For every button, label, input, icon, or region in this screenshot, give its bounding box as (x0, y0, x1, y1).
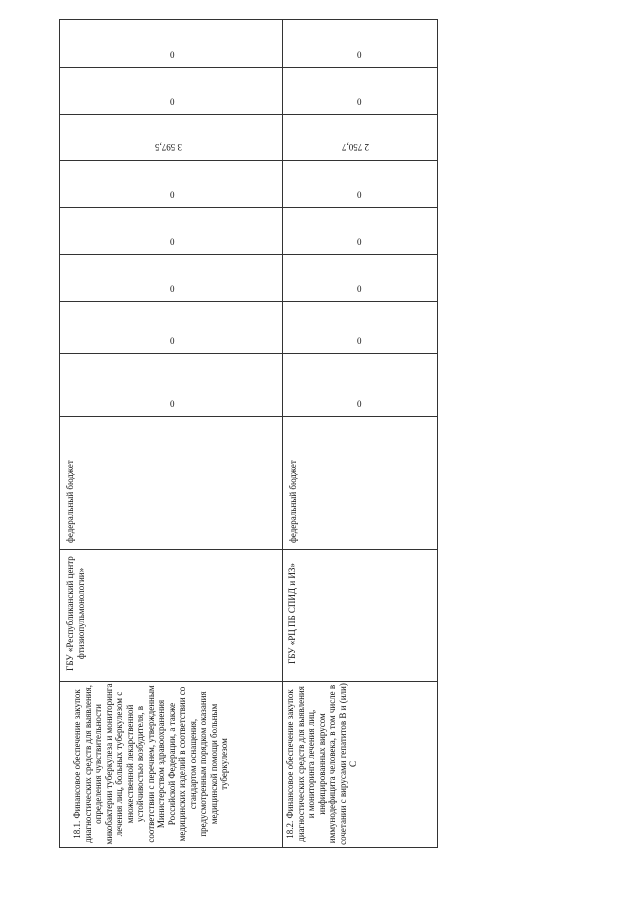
value-cell: 0 (170, 399, 175, 409)
value-cell: 3 597,5 (155, 142, 182, 152)
value-cell: 0 (170, 237, 175, 247)
column-divider (59, 67, 438, 68)
column-divider (59, 19, 438, 20)
value-cell: 0 (170, 97, 175, 107)
column-divider (59, 416, 438, 417)
budget-table (59, 19, 438, 848)
table-border-left (59, 19, 60, 848)
column-divider (59, 160, 438, 161)
column-divider (59, 207, 438, 208)
column-divider (59, 847, 438, 848)
value-cell: 0 (357, 97, 362, 107)
executor: ГБУ «РЦ ПБ СПИД и ИЗ» (287, 563, 297, 664)
activity-description: 18.2. Финансовое обеспечение закупок диагностических средств для выявления и мониторинга лечения лиц, инфицированных вирусом иммунодефицита человека, в том числе в сочетании с вирусами гепатитов В и (или) С (285, 683, 358, 845)
column-divider (59, 254, 438, 255)
value-cell: 0 (357, 237, 362, 247)
value-cell: 0 (170, 284, 175, 294)
value-cell: 0 (170, 50, 175, 60)
funding-source: федеральный бюджет (65, 460, 75, 543)
value-cell: 0 (170, 336, 175, 346)
activity-description: 18.1. Финансовое обеспечение закупок диагностических средств для выявления, определения чувствительности микобактерии туберкулеза и мониторинга лечения лиц, больных туберкулезом с множественной лекарственной устойчивостью возбудителя, в соответствии с перечнем, утвержденным Министерством здравоохранения Российской Федерации, а также медицинских изделий в соответствии со стандартом оснащения, предусмотренным порядком оказания медицинской помощи больным туберкулезом (72, 683, 229, 845)
value-cell: 0 (357, 284, 362, 294)
value-cell: 2 750,7 (342, 142, 369, 152)
value-cell: 0 (357, 399, 362, 409)
value-cell: 0 (357, 50, 362, 60)
column-divider (59, 549, 438, 550)
funding-source: федеральный бюджет (288, 460, 298, 543)
value-cell: 0 (357, 190, 362, 200)
row-divider (282, 19, 283, 848)
value-cell: 0 (357, 336, 362, 346)
value-cell: 0 (170, 190, 175, 200)
column-divider (59, 114, 438, 115)
column-divider (59, 681, 438, 682)
table-border-right (437, 19, 438, 848)
column-divider (59, 353, 438, 354)
executor: ГБУ «Республиканский центр фтизиопульмонологии» (65, 556, 86, 671)
column-divider (59, 301, 438, 302)
